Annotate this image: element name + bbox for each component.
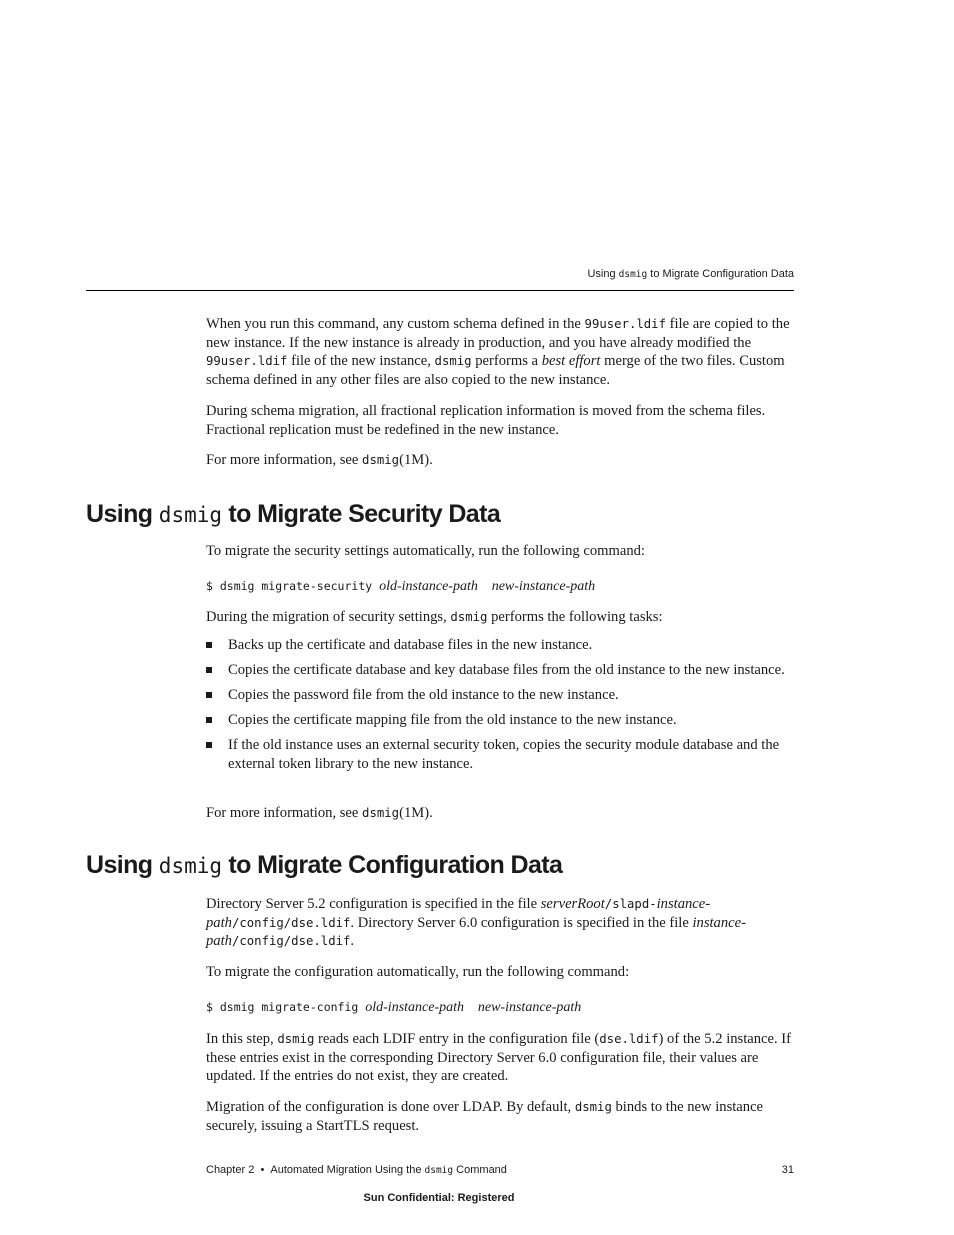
security-tasks-intro: During the migration of security settings, dsmig performs the following tasks: xyxy=(206,609,663,625)
security-command-example: $ dsmig migrate-security old-instance-path new-instance-path xyxy=(206,579,596,594)
intro-paragraph-more-info: For more information, see dsmig(1M). xyxy=(206,452,433,468)
list-item: Copies the password file from the old instance to the new instance. xyxy=(206,686,798,705)
security-task-list xyxy=(206,636,798,780)
list-item: Backs up the certificate and database files in the new instance. xyxy=(206,636,798,655)
running-header: Using dsmig to Migrate Configuration Data xyxy=(587,268,794,280)
footer-chapter-title: Chapter 2 • Automated Migration Using the dsmig Command xyxy=(206,1164,507,1176)
config-step-paragraph: In this step, dsmig reads each LDIF entry in the configuration file (dse.ldif) of the 5.2 instance. If these entries exist in the corresponding Directory Server 6.0 configuration file, their values are updated. If the entries do not exist, they are created. xyxy=(206,1031,792,1084)
header-rule xyxy=(86,290,794,291)
security-more-info: For more information, see dsmig(1M). xyxy=(206,805,433,821)
list-item: Copies the certificate mapping file from the old instance to the new instance. xyxy=(206,711,798,730)
config-ldap-paragraph: Migration of the configuration is done over LDAP. By default, dsmig binds to the new instance securely, issuing a StartTLS request. xyxy=(206,1099,764,1134)
intro-paragraph-schema: When you run this command, any custom schema defined in the 99user.ldif file are copied to the new instance. If the new instance is already in production, and you have already modified the 99user.ldif file of the new instance, dsmig performs a best effort merge of the two files. Custom schema defined in any other files are also copied to the new instance. xyxy=(206,316,790,388)
config-location-paragraph: Directory Server 5.2 configuration is specified in the file serverRoot/slapd-instance-path/config/dse.ldif. Directory Server 6.0 configuration is specified in the file instance-path/config/dse.ldif. xyxy=(206,896,746,949)
confidentiality-notice: Sun Confidential: Registered xyxy=(363,1192,515,1204)
config-command-example: $ dsmig migrate-config old-instance-path new-instance-path xyxy=(206,1000,582,1015)
config-intro-paragraph: To migrate the configuration automatically, run the following command: xyxy=(206,964,630,980)
page-number: 31 xyxy=(781,1164,794,1176)
list-item: Copies the certificate database and key database files from the old instance to the new instance. xyxy=(206,661,798,680)
security-intro-paragraph: To migrate the security settings automatically, run the following command: xyxy=(206,543,645,559)
heading-security-data: Using dsmig to Migrate Security Data xyxy=(86,500,501,528)
list-item: If the old instance uses an external security token, copies the security module database and the external token library to the new instance. xyxy=(206,736,798,773)
heading-configuration-data: Using dsmig to Migrate Configuration Data xyxy=(86,851,563,879)
intro-paragraph-fractional: During schema migration, all fractional replication information is moved from the schema files. Fractional replication must be redefined in the new instance. xyxy=(206,403,766,438)
